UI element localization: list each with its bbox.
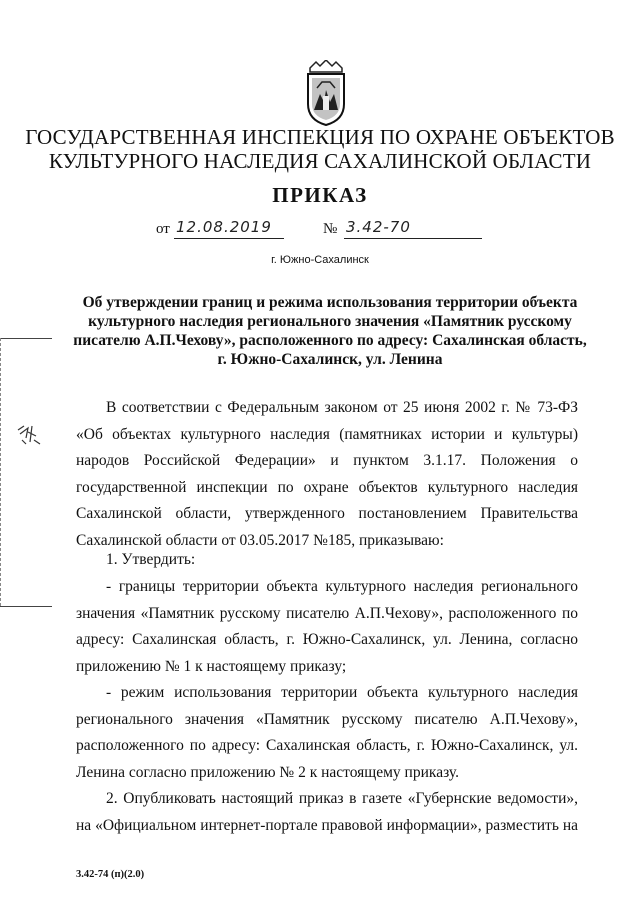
margin-bracket-top	[0, 338, 52, 339]
coat-of-arms-icon	[300, 60, 352, 126]
number-label: №	[323, 221, 338, 237]
city-name: г. Южно-Сахалинск	[271, 254, 369, 266]
preamble-paragraph: В соответствии с Федеральным законом от 25 июня 2002 г. № 73-ФЗ «Об объектах культурного наследия (памятниках истории и культуры) народов Российской Федерации» и пунктом 3.1.17. Положения о государственной инспекции по охране объектов культурного наследия Сахалинской области, утвержденного постановлением Правительства Сахалинской области от 03.05.2017 №185, приказываю:	[76, 399, 578, 549]
subject-line: Об утверждении границ и режима использования территории объекта	[82, 294, 578, 311]
item-2-paragraph: 2. Опубликовать настоящий приказ в газете «Губернские ведомости», на «Официальном интернет-портале правовой информации», разместить на	[76, 790, 578, 834]
order-subject	[60, 293, 600, 369]
date-underline	[174, 238, 284, 239]
subject-line: г. Южно-Сахалинск, ул. Ленина	[217, 351, 443, 368]
margin-bracket-bottom	[0, 606, 52, 607]
document-type-title: ПРИКАЗ	[272, 183, 368, 207]
margin-bracket-line	[0, 338, 1, 606]
organization-name-line2: КУЛЬТУРНОГО НАСЛЕДИЯ САХАЛИНСКОЙ ОБЛАСТИ	[48, 149, 592, 173]
organization-name-line1: ГОСУДАРСТВЕННАЯ ИНСПЕКЦИЯ ПО ОХРАНЕ ОБЪЕКТОВ	[25, 125, 615, 149]
date-value: 12.08.2019	[176, 218, 272, 236]
number-underline	[344, 238, 482, 239]
date-label: от	[156, 221, 170, 237]
subject-line: культурного наследия регионального значения «Памятник русскому	[88, 313, 572, 330]
document-code: 3.42-74 (п)(2.0)	[76, 869, 145, 880]
item-1-heading: 1. Утвердить:	[106, 551, 196, 568]
subject-line: писателю А.П.Чехову», расположенного по адресу: Сахалинская область,	[73, 332, 587, 349]
item-1-subitem-boundaries: - границы территории объекта культурного наследия регионального значения «Памятник русскому писателю А.П.Чехову», расположенного по адресу: Сахалинская область, г. Южно-Сахалинск, ул. Ленина, согласно приложению № 1 к настоящему приказу;	[76, 578, 578, 675]
item-1-subitem-regime: - режим использования территории объекта культурного наследия регионального значения «Памятник русскому писателю А.П.Чехову», расположенного по адресу: Сахалинская область, г. Южно-Сахалинск, ул. Ленина согласно приложению № 2 к настоящему приказу.	[76, 684, 578, 781]
order-number-value: 3.42-70	[346, 218, 411, 236]
handwritten-mark-icon	[14, 420, 44, 450]
